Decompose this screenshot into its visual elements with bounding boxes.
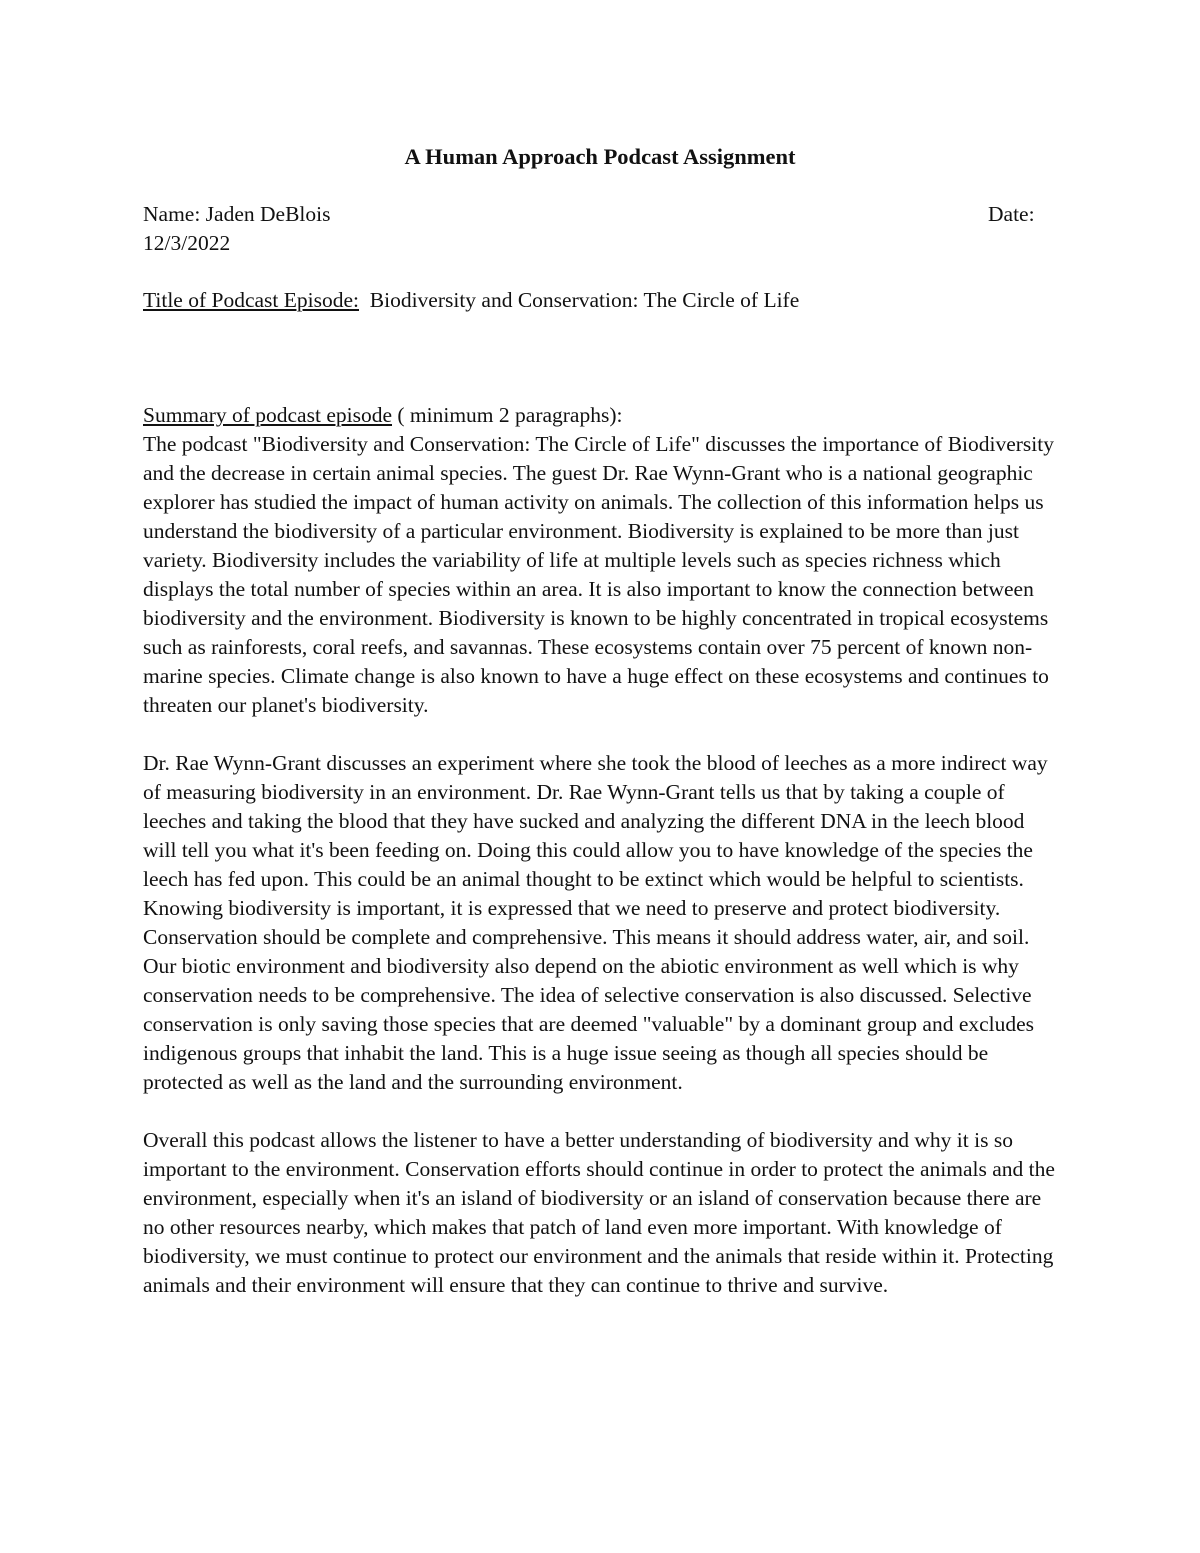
name-line — [143, 200, 1043, 229]
summary-note: ( minimum 2 paragraphs): — [392, 403, 623, 427]
summary-paragraph-2: Dr. Rae Wynn-Grant discusses an experiment where she took the blood of leeches as a more indirect way of measuring biodiversity in an environment. Dr. Rae Wynn-Grant tells us that by taking a couple of leeches and taking the blood that they have sucked and analyzing the different DNA in the leech blood will tell you what it's been feeding on. Doing this could allow you to have knowledge of the species the leech has fed upon. This could be an animal thought to be extinct which would be helpful to scientists. Knowing biodiversity is important, it is expressed that we need to preserve and protect biodiversity. Conservation should be complete and comprehensive. This means it should address water, air, and soil. Our biotic environment and biodiversity also depend on the abiotic environment as well which is why conservation needs to be comprehensive. The idea of selective conservation is also discussed. Selective conservation is only saving those species that are deemed "valuable" by a dominant group and excludes indigenous groups that inhabit the land. This is a huge issue seeing as though all species should be protected as well as the land and the surrounding environment. — [143, 751, 1048, 1094]
episode-title-line — [143, 286, 1063, 315]
episode-title-label: Title of Podcast Episode: — [143, 288, 359, 312]
summary-paragraph-1: The podcast "Biodiversity and Conservation: The Circle of Life" discusses the importance of Biodiversity and the decrease in certain animal species. The guest Dr. Rae Wynn-Grant who is a national geographic explorer has studied the impact of human activity on animals. The collection of this information helps us understand the biodiversity of a particular environment. Biodiversity is explained to be more than just variety. Biodiversity includes the variability of life at multiple levels such as species richness which displays the total number of species within an area. It is also important to know the connection between biodiversity and the environment. Biodiversity is known to be highly concentrated in tropical ecosystems such as rainforests, coral reefs, and savannas. These ecosystems contain over 75 percent of known non-marine species. Climate change is also known to have a huge effect on these ecosystems and continues to threaten our planet's biodiversity. — [143, 432, 1054, 717]
summary-heading — [143, 401, 1063, 430]
summary-section — [143, 401, 1063, 1329]
document-title: A Human Approach Podcast Assignment — [404, 144, 796, 169]
date-label: Date: — [988, 202, 1035, 226]
summary-paragraph-3: Overall this podcast allows the listener to have a better understanding of biodiversity and why it is so important to the environment. Conservation efforts should continue in order to protect the animals and the environment, especially when it's an island of biodiversity or an island of conservation because there are no other resources nearby, which makes that patch of land even more important. With knowledge of biodiversity, we must continue to protect our environment and the animals that reside within it. Protecting animals and their environment will ensure that they can continue to thrive and survive. — [143, 1128, 1055, 1297]
date-value: 12/3/2022 — [143, 231, 231, 255]
episode-title: Biodiversity and Conservation: The Circle of Life — [369, 288, 800, 312]
student-name: Name: Jaden DeBlois — [143, 202, 331, 226]
summary-label: Summary of podcast episode — [143, 403, 392, 427]
